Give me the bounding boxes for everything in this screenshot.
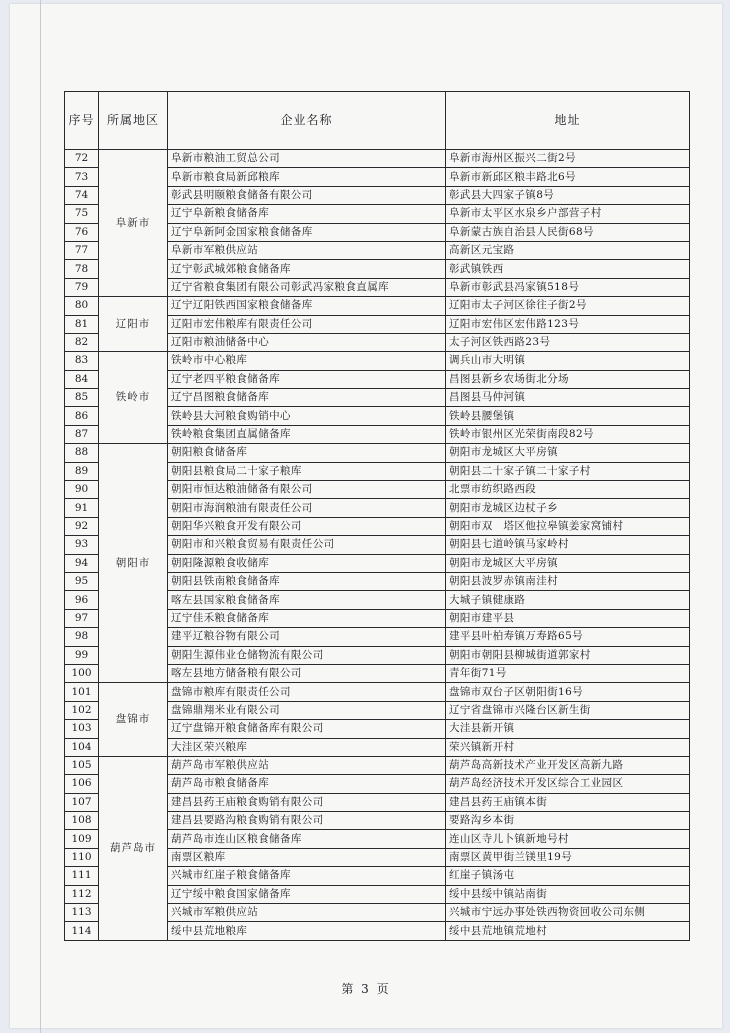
enterprise-name: 辽宁盘锦开粮食储备库有限公司	[168, 720, 446, 738]
row-number: 95	[65, 572, 99, 590]
enterprise-name: 喀左县国家粮食储备库	[168, 591, 446, 609]
row-number: 105	[65, 756, 99, 774]
row-number: 87	[65, 425, 99, 443]
enterprise-name: 朝阳生源伟业仓储物流有限公司	[168, 646, 446, 664]
row-number: 88	[65, 444, 99, 462]
row-number: 92	[65, 517, 99, 535]
row-number: 102	[65, 701, 99, 719]
header-row	[65, 92, 690, 150]
row-number: 108	[65, 812, 99, 830]
address: 绥中县绥中镇站南街	[446, 885, 690, 903]
enterprise-name: 辽宁昌图粮食储备库	[168, 389, 446, 407]
header-region: 所属地区	[99, 92, 168, 150]
row-number: 84	[65, 370, 99, 388]
enterprise-name: 盘锦市粮库有限责任公司	[168, 683, 446, 701]
address: 南票区黄甲街兰镁里19号	[446, 848, 690, 866]
address: 阜新蒙古族自治县人民街68号	[446, 223, 690, 241]
address: 阜新市海州区振兴二街2号	[446, 150, 690, 168]
enterprise-name: 朝阳华兴粮食开发有限公司	[168, 517, 446, 535]
row-number: 91	[65, 499, 99, 517]
row-number: 90	[65, 481, 99, 499]
enterprise-name: 阜新市粮食局新邱粮库	[168, 168, 446, 186]
region-cell: 铁岭市	[99, 352, 168, 444]
enterprise-name: 朝阳县铁南粮食储备库	[168, 572, 446, 590]
address: 阜新市新邱区粮丰路北6号	[446, 168, 690, 186]
row-number: 114	[65, 922, 99, 940]
address: 连山区寺儿卜镇新地号村	[446, 830, 690, 848]
row-number: 101	[65, 683, 99, 701]
enterprise-name: 阜新市军粮供应站	[168, 241, 446, 259]
header-num: 序号	[65, 92, 99, 150]
row-number: 86	[65, 407, 99, 425]
enterprise-name: 朝阳粮食储备库	[168, 444, 446, 462]
enterprise-name: 铁岭县大河粮食购销中心	[168, 407, 446, 425]
address: 朝阳县波罗赤镇南洼村	[446, 572, 690, 590]
enterprise-name: 南票区粮库	[168, 848, 446, 866]
address: 太子河区铁西路23号	[446, 333, 690, 351]
address: 辽宁省盘锦市兴隆台区新生街	[446, 701, 690, 719]
address: 葫芦岛高新技术产业开发区高新九路	[446, 756, 690, 774]
table-row	[65, 150, 690, 168]
row-number: 111	[65, 867, 99, 885]
row-number: 77	[65, 241, 99, 259]
address: 要路沟乡本街	[446, 812, 690, 830]
address: 高新区元宝路	[446, 241, 690, 259]
row-number: 100	[65, 664, 99, 682]
row-number: 85	[65, 389, 99, 407]
enterprise-name: 辽宁辽阳铁西国家粮食储备库	[168, 297, 446, 315]
enterprise-name: 铁岭市中心粮库	[168, 352, 446, 370]
row-number: 89	[65, 462, 99, 480]
address: 朝阳市龙城区边杖子乡	[446, 499, 690, 517]
address: 盘锦市双台子区朝阳街16号	[446, 683, 690, 701]
enterprise-name: 辽宁阜新阿金国家粮食储备库	[168, 223, 446, 241]
row-number: 94	[65, 554, 99, 572]
table-row	[65, 444, 690, 462]
enterprise-name: 建昌县药王庙粮食购销有限公司	[168, 793, 446, 811]
enterprise-name: 葫芦岛市粮食储备库	[168, 775, 446, 793]
enterprise-name: 辽宁阜新粮食储备库	[168, 205, 446, 223]
address: 建平县叶柏寿镇万寿路65号	[446, 628, 690, 646]
enterprise-name: 辽阳市粮油储备中心	[168, 333, 446, 351]
row-number: 93	[65, 536, 99, 554]
enterprise-name: 辽宁省粮食集团有限公司彰武冯家粮食直属库	[168, 278, 446, 296]
address: 朝阳市朝阳县柳城街道郭家村	[446, 646, 690, 664]
address: 大洼县新开镇	[446, 720, 690, 738]
enterprise-name: 朝阳隆源粮食收储库	[168, 554, 446, 572]
region-cell: 葫芦岛市	[99, 756, 168, 940]
enterprise-name: 辽阳市宏伟粮库有限责任公司	[168, 315, 446, 333]
row-number: 82	[65, 333, 99, 351]
row-number: 80	[65, 297, 99, 315]
enterprise-name: 朝阳市和兴粮食贸易有限责任公司	[168, 536, 446, 554]
row-number: 74	[65, 186, 99, 204]
row-number: 110	[65, 848, 99, 866]
header-address: 地址	[446, 92, 690, 150]
row-number: 81	[65, 315, 99, 333]
address: 辽阳市太子河区徐往子街2号	[446, 297, 690, 315]
enterprise-name: 葫芦岛市军粮供应站	[168, 756, 446, 774]
address: 朝阳市龙城区大平房镇	[446, 444, 690, 462]
page-edge-line	[40, 0, 41, 1033]
address: 北票市纺织路西段	[446, 481, 690, 499]
address: 朝阳县七道岭镇马家岭村	[446, 536, 690, 554]
row-number: 103	[65, 720, 99, 738]
row-number: 72	[65, 150, 99, 168]
row-number: 109	[65, 830, 99, 848]
enterprise-name: 绥中县荒地粮库	[168, 922, 446, 940]
address: 昌图县新乡农场街北分场	[446, 370, 690, 388]
address: 朝阳市龙城区大平房镇	[446, 554, 690, 572]
row-number: 76	[65, 223, 99, 241]
enterprise-name: 建平辽粮谷物有限公司	[168, 628, 446, 646]
address: 铁岭市银州区光荣街南段82号	[446, 425, 690, 443]
region-cell: 阜新市	[99, 150, 168, 297]
address: 朝阳市建平县	[446, 609, 690, 627]
address: 调兵山市大明镇	[446, 352, 690, 370]
address: 红崖子镇汤屯	[446, 867, 690, 885]
row-number: 79	[65, 278, 99, 296]
enterprise-name: 朝阳县粮食局二十家子粮库	[168, 462, 446, 480]
enterprise-name: 朝阳市恒达粮油储备有限公司	[168, 481, 446, 499]
address: 阜新市太平区水泉乡户部营子村	[446, 205, 690, 223]
enterprise-name: 彰武县明颐粮食储备有限公司	[168, 186, 446, 204]
row-number: 99	[65, 646, 99, 664]
row-number: 106	[65, 775, 99, 793]
address: 阜新市彰武县冯家镇518号	[446, 278, 690, 296]
enterprise-name: 阜新市粮油工贸总公司	[168, 150, 446, 168]
document-page	[10, 4, 722, 1028]
header-enterprise: 企业名称	[168, 92, 446, 150]
address: 彰武县大四家子镇8号	[446, 186, 690, 204]
enterprise-name: 朝阳市海润粮油有限责任公司	[168, 499, 446, 517]
row-number: 113	[65, 904, 99, 922]
row-number: 83	[65, 352, 99, 370]
enterprise-name: 铁岭粮食集团直属储备库	[168, 425, 446, 443]
address: 大城子镇健康路	[446, 591, 690, 609]
row-number: 107	[65, 793, 99, 811]
enterprise-name: 辽宁彰武城郊粮食储备库	[168, 260, 446, 278]
address: 兴城市宁远办事处铁西物资回收公司东侧	[446, 904, 690, 922]
row-number: 104	[65, 738, 99, 756]
table-row	[65, 297, 690, 315]
row-number: 97	[65, 609, 99, 627]
enterprise-name: 辽宁佳禾粮食储备库	[168, 609, 446, 627]
enterprise-name: 辽宁老四平粮食储备库	[168, 370, 446, 388]
address: 建昌县药王庙镇本街	[446, 793, 690, 811]
enterprise-name: 喀左县地方储备粮有限公司	[168, 664, 446, 682]
grain-enterprise-table	[64, 91, 690, 941]
address: 葫芦岛经济技术开发区综合工业园区	[446, 775, 690, 793]
address: 昌图县马仲河镇	[446, 389, 690, 407]
row-number: 98	[65, 628, 99, 646]
enterprise-name: 辽宁绥中粮食国家储备库	[168, 885, 446, 903]
address: 彰武镇铁西	[446, 260, 690, 278]
enterprise-name: 葫芦岛市连山区粮食储备库	[168, 830, 446, 848]
address: 青年街71号	[446, 664, 690, 682]
region-cell: 盘锦市	[99, 683, 168, 757]
table-row	[65, 683, 690, 701]
enterprise-name: 建昌县要路沟粮食购销有限公司	[168, 812, 446, 830]
row-number: 96	[65, 591, 99, 609]
row-number: 112	[65, 885, 99, 903]
region-cell: 朝阳市	[99, 444, 168, 683]
address: 朝阳市双 塔区他拉皋镇姜家窝铺村	[446, 517, 690, 535]
table-row	[65, 352, 690, 370]
address: 绥中县荒地镇荒地村	[446, 922, 690, 940]
enterprise-name: 大洼区荣兴粮库	[168, 738, 446, 756]
enterprise-name: 盘锦鼎翔米业有限公司	[168, 701, 446, 719]
address: 铁岭县腰堡镇	[446, 407, 690, 425]
table-row	[65, 756, 690, 774]
table-body	[65, 150, 690, 941]
page-number: 第 3 页	[341, 982, 391, 996]
row-number: 73	[65, 168, 99, 186]
enterprise-name: 兴城市军粮供应站	[168, 904, 446, 922]
address: 荣兴镇新开村	[446, 738, 690, 756]
row-number: 75	[65, 205, 99, 223]
region-cell: 辽阳市	[99, 297, 168, 352]
row-number: 78	[65, 260, 99, 278]
address: 朝阳县二十家子镇二十家子村	[446, 462, 690, 480]
address: 辽阳市宏伟区宏伟路123号	[446, 315, 690, 333]
enterprise-name: 兴城市红崖子粮食储备库	[168, 867, 446, 885]
